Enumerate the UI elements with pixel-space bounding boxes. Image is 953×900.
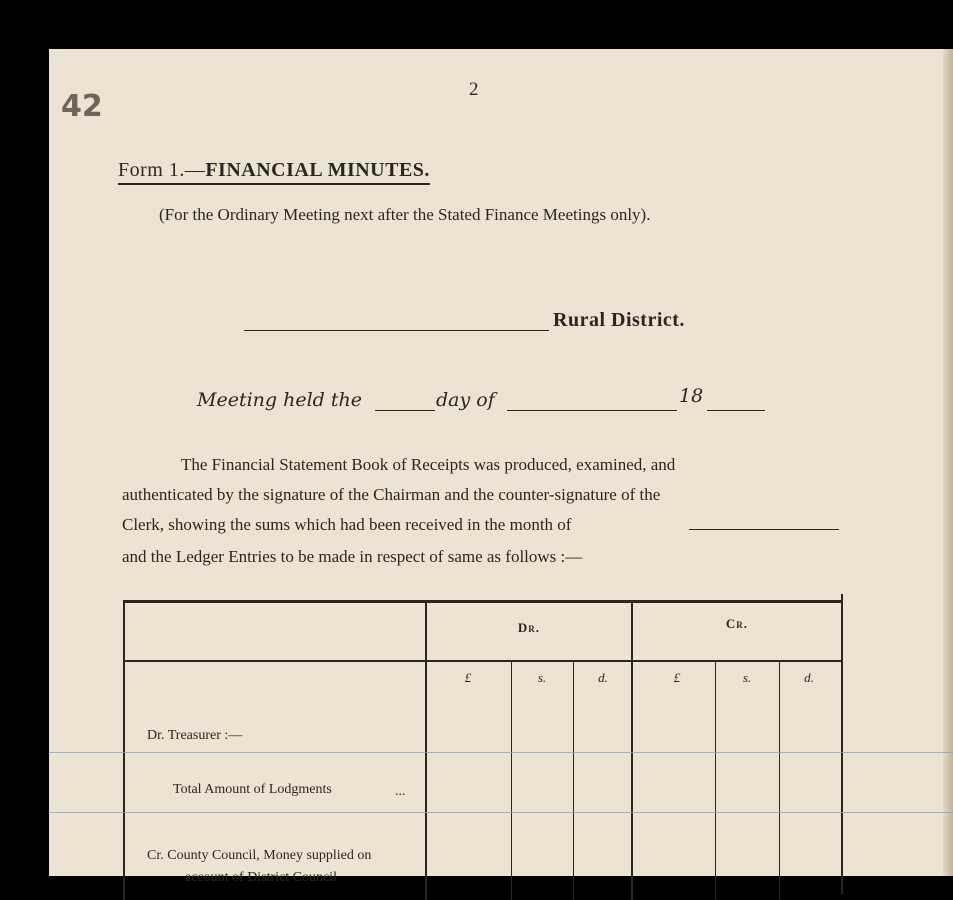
ruled-line-2 — [49, 812, 953, 813]
cr-header: Cr. — [725, 616, 749, 631]
form-title — [118, 159, 430, 185]
district-label: Rural District. — [553, 309, 685, 331]
meeting-day-of-label: day of — [436, 389, 495, 411]
form-subtitle: (For the Ordinary Meeting next after the Stated Finance Meetings only). — [159, 205, 651, 224]
stamped-page-number: 42 — [61, 89, 103, 124]
cr-col-divider-2 — [779, 660, 780, 900]
dr-col-divider-1 — [511, 660, 512, 900]
table-right-border — [841, 594, 843, 894]
ruled-line-1 — [49, 752, 953, 753]
meeting-month-blank — [507, 410, 677, 411]
document-page — [49, 49, 953, 885]
table-header-divider — [123, 660, 843, 662]
dr-pence-label: d. — [598, 670, 608, 685]
cr-pence-label: d. — [804, 670, 814, 685]
paragraph-line-1: The Financial Statement Book of Receipts was produced, examined, and — [181, 455, 676, 474]
dr-shillings-label: s. — [537, 670, 547, 685]
table-left-border — [123, 600, 125, 900]
month-blank — [689, 529, 839, 530]
cr-col-divider-1 — [715, 660, 716, 900]
meeting-year-label: 18 — [679, 385, 704, 407]
row-total-lodgments: Total Amount of Lodgments — [173, 782, 332, 797]
ledger-table — [123, 594, 843, 894]
page-number: 2 — [469, 79, 479, 100]
dr-header: Dr. — [517, 620, 541, 635]
row-cr-county-council-cont: account of District Council — [185, 870, 338, 885]
table-top-border — [123, 600, 843, 603]
meeting-day-blank — [375, 410, 435, 411]
row-dr-treasurer: Dr. Treasurer :— — [147, 728, 243, 743]
dr-col-divider-2 — [573, 660, 574, 900]
district-name-blank — [244, 330, 549, 331]
row-total-lodgments-dots: ... — [395, 784, 406, 799]
meeting-held-label: Meeting held the — [197, 389, 362, 411]
row-cr-county-council: Cr. County Council, Money supplied on — [147, 848, 372, 863]
meeting-year-blank — [707, 410, 765, 411]
table-label-divider — [425, 600, 427, 900]
cr-shillings-label: s. — [742, 670, 752, 685]
paragraph-line-4: and the Ledger Entries to be made in respect of same as follows :— — [122, 547, 583, 566]
cr-pounds-label: £ — [673, 670, 681, 685]
dr-pounds-label: £ — [464, 670, 472, 685]
paragraph-line-2: authenticated by the signature of the Chairman and the counter-signature of the — [122, 485, 661, 504]
paragraph-line-3: Clerk, showing the sums which had been received in the month of — [122, 515, 572, 534]
form-title-main: FINANCIAL MINUTES. — [205, 159, 430, 181]
form-title-prefix: Form 1.— — [118, 159, 206, 181]
table-dr-cr-divider — [631, 600, 633, 900]
